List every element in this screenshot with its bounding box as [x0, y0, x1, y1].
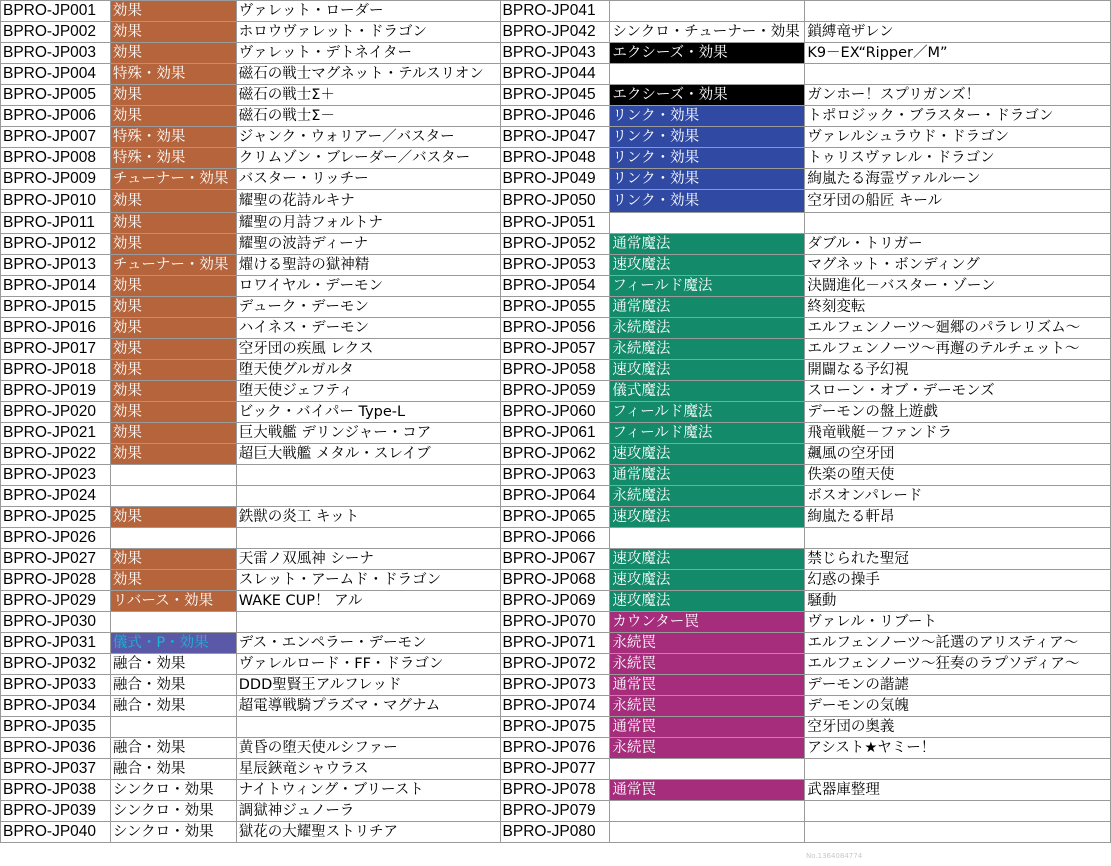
card-name-cell: ロワイヤル・デーモン — [236, 276, 500, 297]
card-type-cell — [610, 822, 805, 843]
card-name-cell: 空牙団の船匠 キール — [805, 190, 1111, 213]
card-type-cell: 効果 — [110, 318, 236, 339]
card-type-cell: 融合・効果 — [110, 654, 236, 675]
card-code-cell: BPRO-JP073 — [500, 675, 610, 696]
card-code-cell: BPRO-JP033 — [1, 675, 111, 696]
card-name-cell — [236, 612, 500, 633]
card-type-cell: 効果 — [110, 276, 236, 297]
card-type-cell: リンク・効果 — [610, 169, 805, 190]
card-name-cell: デーモンの気魄 — [805, 696, 1111, 717]
card-code-cell: BPRO-JP035 — [1, 717, 111, 738]
card-name-cell: バスター・リッチー — [236, 169, 500, 190]
card-code-cell: BPRO-JP068 — [500, 570, 610, 591]
card-type-cell: シンクロ・チューナー・効果 — [610, 22, 805, 43]
card-name-cell: ヴァレット・ローダー — [236, 1, 500, 22]
table-row — [1, 1, 1111, 22]
table-row — [1, 696, 1111, 717]
card-name-cell: ヴァレルロード・FF・ドラゴン — [236, 654, 500, 675]
card-type-cell: 通常魔法 — [610, 465, 805, 486]
card-code-cell: BPRO-JP013 — [1, 255, 111, 276]
table-row — [1, 465, 1111, 486]
table-row — [1, 675, 1111, 696]
card-code-cell: BPRO-JP026 — [1, 528, 111, 549]
card-code-cell: BPRO-JP075 — [500, 717, 610, 738]
card-type-cell: 通常魔法 — [610, 297, 805, 318]
card-code-cell: BPRO-JP055 — [500, 297, 610, 318]
card-code-cell: BPRO-JP048 — [500, 148, 610, 169]
card-name-cell: K9－EX“Ripper／M” — [805, 43, 1111, 64]
card-name-cell: 空牙団の疾風 レクス — [236, 339, 500, 360]
card-type-cell: 効果 — [110, 360, 236, 381]
card-code-cell: BPRO-JP057 — [500, 339, 610, 360]
card-name-cell: 騒動 — [805, 591, 1111, 612]
card-code-cell: BPRO-JP079 — [500, 801, 610, 822]
table-row — [1, 64, 1111, 85]
card-code-cell: BPRO-JP072 — [500, 654, 610, 675]
card-code-cell: BPRO-JP062 — [500, 444, 610, 465]
card-code-cell: BPRO-JP006 — [1, 106, 111, 127]
card-name-cell: 飆風の空牙団 — [805, 444, 1111, 465]
card-name-cell: 天雷ノ双風神 シーナ — [236, 549, 500, 570]
card-name-cell: 耀聖の月詩フォルトナ — [236, 213, 500, 234]
card-type-cell: 効果 — [110, 213, 236, 234]
card-name-cell: 磁石の戦士Σ＋ — [236, 85, 500, 106]
card-type-cell: フィールド魔法 — [610, 276, 805, 297]
card-name-cell: 絢嵐たる軒昂 — [805, 507, 1111, 528]
card-code-cell: BPRO-JP011 — [1, 213, 111, 234]
card-code-cell: BPRO-JP053 — [500, 255, 610, 276]
card-type-cell: 永続魔法 — [610, 486, 805, 507]
card-name-cell: ダブル・トリガー — [805, 234, 1111, 255]
card-code-cell: BPRO-JP030 — [1, 612, 111, 633]
card-code-cell: BPRO-JP042 — [500, 22, 610, 43]
card-name-cell: 武器庫整理 — [805, 780, 1111, 801]
card-name-cell: デス・エンペラー・デーモン — [236, 633, 500, 654]
card-code-cell: BPRO-JP003 — [1, 43, 111, 64]
table-row — [1, 127, 1111, 148]
card-code-cell: BPRO-JP065 — [500, 507, 610, 528]
card-name-cell: 終刻変転 — [805, 297, 1111, 318]
card-type-cell: カウンター罠 — [610, 612, 805, 633]
card-name-cell: 禁じられた聖冠 — [805, 549, 1111, 570]
table-row — [1, 570, 1111, 591]
card-name-cell: スローン・オブ・デーモンズ — [805, 381, 1111, 402]
card-name-cell — [805, 528, 1111, 549]
table-row — [1, 106, 1111, 127]
table-row — [1, 717, 1111, 738]
card-name-cell — [236, 486, 500, 507]
card-name-cell — [805, 64, 1111, 85]
card-type-cell: フィールド魔法 — [610, 423, 805, 444]
table-row — [1, 507, 1111, 528]
card-name-cell: 磁石の戦士マグネット・テルスリオン — [236, 64, 500, 85]
table-row — [1, 85, 1111, 106]
card-name-cell: エルフェンノーツ～再邂のテルチェット～ — [805, 339, 1111, 360]
card-code-cell: BPRO-JP056 — [500, 318, 610, 339]
card-type-cell: 特殊・効果 — [110, 127, 236, 148]
card-code-cell: BPRO-JP045 — [500, 85, 610, 106]
card-name-cell: 鎖縛竜ザレン — [805, 22, 1111, 43]
card-type-cell: 融合・効果 — [110, 738, 236, 759]
card-code-cell: BPRO-JP043 — [500, 43, 610, 64]
card-code-cell: BPRO-JP052 — [500, 234, 610, 255]
table-row — [1, 213, 1111, 234]
table-row — [1, 801, 1111, 822]
card-type-cell: 速攻魔法 — [610, 591, 805, 612]
card-code-cell: BPRO-JP022 — [1, 444, 111, 465]
card-name-cell: 開闢なる予幻視 — [805, 360, 1111, 381]
card-code-cell: BPRO-JP020 — [1, 402, 111, 423]
card-code-cell: BPRO-JP009 — [1, 169, 111, 190]
card-name-cell: 絢嵐たる海霊ヴァルルーン — [805, 169, 1111, 190]
card-type-cell: エクシーズ・効果 — [610, 85, 805, 106]
table-row — [1, 591, 1111, 612]
card-code-cell: BPRO-JP031 — [1, 633, 111, 654]
card-type-cell: 永続罠 — [610, 738, 805, 759]
card-code-cell: BPRO-JP044 — [500, 64, 610, 85]
card-name-cell: ガンホー！スプリガンズ！ — [805, 85, 1111, 106]
card-name-cell: 鉄獣の炎工 キット — [236, 507, 500, 528]
card-name-cell: 磁石の戦士Σ－ — [236, 106, 500, 127]
card-name-cell: ハイネス・デーモン — [236, 318, 500, 339]
card-type-cell — [610, 759, 805, 780]
card-type-cell: リバース・効果 — [110, 591, 236, 612]
card-type-cell: 効果 — [110, 190, 236, 213]
card-name-cell: エルフェンノーツ～託選のアリスティア～ — [805, 633, 1111, 654]
table-row — [1, 22, 1111, 43]
card-code-cell: BPRO-JP037 — [1, 759, 111, 780]
card-type-cell — [110, 528, 236, 549]
card-type-cell — [610, 64, 805, 85]
card-type-cell: 永続罠 — [610, 696, 805, 717]
card-code-cell: BPRO-JP028 — [1, 570, 111, 591]
table-row — [1, 297, 1111, 318]
card-type-cell: 融合・効果 — [110, 759, 236, 780]
card-name-cell: WAKE CUP！ アル — [236, 591, 500, 612]
card-type-cell: 融合・効果 — [110, 696, 236, 717]
card-name-cell: 耀聖の波詩ディーナ — [236, 234, 500, 255]
card-code-cell: BPRO-JP036 — [1, 738, 111, 759]
table-row — [1, 738, 1111, 759]
card-code-cell: BPRO-JP008 — [1, 148, 111, 169]
card-code-cell: BPRO-JP017 — [1, 339, 111, 360]
card-name-cell — [805, 822, 1111, 843]
table-row — [1, 190, 1111, 213]
table-row — [1, 654, 1111, 675]
card-type-cell: 通常罠 — [610, 675, 805, 696]
table-row — [1, 612, 1111, 633]
card-name-cell: 幻惑の操手 — [805, 570, 1111, 591]
card-type-cell: 速攻魔法 — [610, 570, 805, 591]
card-type-cell: 効果 — [110, 444, 236, 465]
card-name-cell: ヴァレルシュラウド・ドラゴン — [805, 127, 1111, 148]
card-code-cell: BPRO-JP012 — [1, 234, 111, 255]
card-type-cell: 永続罠 — [610, 654, 805, 675]
card-type-cell: 効果 — [110, 234, 236, 255]
card-name-cell — [236, 528, 500, 549]
card-name-cell — [805, 1, 1111, 22]
table-row — [1, 360, 1111, 381]
card-type-cell: 効果 — [110, 85, 236, 106]
card-name-cell: ホロウヴァレット・ドラゴン — [236, 22, 500, 43]
card-type-cell — [110, 612, 236, 633]
card-name-cell: 決闘進化－バスター・ゾーン — [805, 276, 1111, 297]
table-row — [1, 318, 1111, 339]
card-type-cell: 効果 — [110, 549, 236, 570]
card-code-cell: BPRO-JP034 — [1, 696, 111, 717]
card-name-cell: ジャンク・ウォリアー／バスター — [236, 127, 500, 148]
card-name-cell: デューク・デーモン — [236, 297, 500, 318]
card-name-cell: 堕天使グルガルタ — [236, 360, 500, 381]
card-code-cell: BPRO-JP032 — [1, 654, 111, 675]
card-type-cell: 効果 — [110, 1, 236, 22]
card-code-cell: BPRO-JP029 — [1, 591, 111, 612]
card-type-cell: リンク・効果 — [610, 148, 805, 169]
card-code-cell: BPRO-JP004 — [1, 64, 111, 85]
card-type-cell: 特殊・効果 — [110, 64, 236, 85]
card-type-cell — [110, 717, 236, 738]
table-row — [1, 234, 1111, 255]
card-name-cell: 耀聖の花詩ルキナ — [236, 190, 500, 213]
card-name-cell: スレット・アームド・ドラゴン — [236, 570, 500, 591]
card-type-cell: 効果 — [110, 570, 236, 591]
card-code-cell: BPRO-JP071 — [500, 633, 610, 654]
card-code-cell: BPRO-JP018 — [1, 360, 111, 381]
card-code-cell: BPRO-JP054 — [500, 276, 610, 297]
card-type-cell: 効果 — [110, 297, 236, 318]
card-type-cell: シンクロ・効果 — [110, 780, 236, 801]
card-code-cell: BPRO-JP021 — [1, 423, 111, 444]
card-code-cell: BPRO-JP007 — [1, 127, 111, 148]
card-type-cell: 通常罠 — [610, 780, 805, 801]
card-code-cell: BPRO-JP014 — [1, 276, 111, 297]
card-code-cell: BPRO-JP051 — [500, 213, 610, 234]
card-type-cell: 速攻魔法 — [610, 444, 805, 465]
card-type-cell — [110, 465, 236, 486]
card-type-cell: 永続魔法 — [610, 318, 805, 339]
card-name-cell: 獄花の大耀聖ストリチア — [236, 822, 500, 843]
card-code-cell: BPRO-JP078 — [500, 780, 610, 801]
card-type-cell: チューナー・効果 — [110, 255, 236, 276]
table-row — [1, 780, 1111, 801]
table-row — [1, 276, 1111, 297]
card-code-cell: BPRO-JP015 — [1, 297, 111, 318]
card-code-cell: BPRO-JP060 — [500, 402, 610, 423]
card-name-cell: マグネット・ボンディング — [805, 255, 1111, 276]
card-type-cell: 儀式・P・効果 — [110, 633, 236, 654]
table-row — [1, 549, 1111, 570]
card-code-cell: BPRO-JP040 — [1, 822, 111, 843]
card-type-cell: 儀式魔法 — [610, 381, 805, 402]
card-name-cell: トポロジック・ブラスター・ドラゴン — [805, 106, 1111, 127]
card-code-cell: BPRO-JP058 — [500, 360, 610, 381]
card-type-cell — [610, 528, 805, 549]
card-code-cell: BPRO-JP070 — [500, 612, 610, 633]
card-name-cell: デーモンの諧謔 — [805, 675, 1111, 696]
card-name-cell: エルフェンノーツ～廻郷のパラレリズム～ — [805, 318, 1111, 339]
card-type-cell — [610, 1, 805, 22]
card-name-cell: ヴァレット・デトネイター — [236, 43, 500, 64]
card-type-cell: 融合・効果 — [110, 675, 236, 696]
table-row — [1, 423, 1111, 444]
card-type-cell: 通常魔法 — [610, 234, 805, 255]
card-name-cell: 超巨大戦艦 メタル・スレイブ — [236, 444, 500, 465]
card-type-cell: 効果 — [110, 423, 236, 444]
card-name-cell — [236, 465, 500, 486]
card-code-cell: BPRO-JP046 — [500, 106, 610, 127]
card-name-cell: DDD聖賢王アルフレッド — [236, 675, 500, 696]
card-code-cell: BPRO-JP067 — [500, 549, 610, 570]
card-name-cell — [805, 801, 1111, 822]
card-name-cell: アシスト★ヤミー！ — [805, 738, 1111, 759]
card-name-cell: 黄昏の堕天使ルシファー — [236, 738, 500, 759]
card-name-cell: 星辰鋏竜シャウラス — [236, 759, 500, 780]
card-code-cell: BPRO-JP038 — [1, 780, 111, 801]
table-row — [1, 633, 1111, 654]
card-code-cell: BPRO-JP074 — [500, 696, 610, 717]
card-code-cell: BPRO-JP016 — [1, 318, 111, 339]
card-code-cell: BPRO-JP027 — [1, 549, 111, 570]
card-type-cell: チューナー・効果 — [110, 169, 236, 190]
card-code-cell: BPRO-JP039 — [1, 801, 111, 822]
table-row — [1, 444, 1111, 465]
card-type-cell: エクシーズ・効果 — [610, 43, 805, 64]
card-type-cell: 効果 — [110, 507, 236, 528]
card-code-cell: BPRO-JP069 — [500, 591, 610, 612]
table-row — [1, 528, 1111, 549]
card-code-cell: BPRO-JP019 — [1, 381, 111, 402]
card-code-cell: BPRO-JP077 — [500, 759, 610, 780]
table-row — [1, 43, 1111, 64]
card-type-cell: 永続魔法 — [610, 339, 805, 360]
card-type-cell: 効果 — [110, 22, 236, 43]
card-name-cell: ヴァレル・リブート — [805, 612, 1111, 633]
card-type-cell: リンク・効果 — [610, 190, 805, 213]
table-row — [1, 381, 1111, 402]
card-code-cell: BPRO-JP050 — [500, 190, 610, 213]
table-row — [1, 402, 1111, 423]
card-type-cell: 特殊・効果 — [110, 148, 236, 169]
card-type-cell: 効果 — [110, 106, 236, 127]
card-name-cell: ボスオンパレード — [805, 486, 1111, 507]
card-type-cell: リンク・効果 — [610, 106, 805, 127]
card-code-cell: BPRO-JP059 — [500, 381, 610, 402]
table-row — [1, 486, 1111, 507]
card-type-cell — [610, 801, 805, 822]
card-type-cell: 効果 — [110, 402, 236, 423]
card-type-cell: 速攻魔法 — [610, 255, 805, 276]
table-row — [1, 255, 1111, 276]
card-type-cell — [110, 486, 236, 507]
card-type-cell: 速攻魔法 — [610, 360, 805, 381]
card-type-cell: 速攻魔法 — [610, 549, 805, 570]
card-code-cell: BPRO-JP064 — [500, 486, 610, 507]
table-row — [1, 339, 1111, 360]
card-type-cell: シンクロ・効果 — [110, 801, 236, 822]
card-code-cell: BPRO-JP047 — [500, 127, 610, 148]
card-code-cell: BPRO-JP010 — [1, 190, 111, 213]
card-name-cell: 飛竜戦艇－ファンドラ — [805, 423, 1111, 444]
card-name-cell: クリムゾン・ブレーダー／バスター — [236, 148, 500, 169]
card-name-cell: デーモンの盤上遊戯 — [805, 402, 1111, 423]
card-code-cell: BPRO-JP049 — [500, 169, 610, 190]
card-name-cell: 燿ける聖詩の獄神精 — [236, 255, 500, 276]
card-code-cell: BPRO-JP066 — [500, 528, 610, 549]
card-type-cell: リンク・効果 — [610, 127, 805, 148]
card-list-body — [1, 1, 1111, 843]
card-name-cell — [805, 759, 1111, 780]
table-row — [1, 759, 1111, 780]
card-name-cell: 佚楽の堕天使 — [805, 465, 1111, 486]
card-name-cell: ビック・バイパー Type-L — [236, 402, 500, 423]
table-row — [1, 822, 1111, 843]
card-name-cell: 巨大戦艦 デリンジャー・コア — [236, 423, 500, 444]
card-type-cell — [610, 213, 805, 234]
table-row — [1, 169, 1111, 190]
card-code-cell: BPRO-JP041 — [500, 1, 610, 22]
card-type-cell: シンクロ・効果 — [110, 822, 236, 843]
card-type-cell: 通常罠 — [610, 717, 805, 738]
card-name-cell: トゥリスヴァレル・ドラゴン — [805, 148, 1111, 169]
card-type-cell: フィールド魔法 — [610, 402, 805, 423]
card-code-cell: BPRO-JP005 — [1, 85, 111, 106]
card-type-cell: 永続罠 — [610, 633, 805, 654]
card-code-cell: BPRO-JP024 — [1, 486, 111, 507]
table-row — [1, 148, 1111, 169]
card-code-cell: BPRO-JP023 — [1, 465, 111, 486]
card-type-cell: 効果 — [110, 381, 236, 402]
card-name-cell — [805, 213, 1111, 234]
card-name-cell: 空牙団の奥義 — [805, 717, 1111, 738]
card-name-cell: 堕天使ジェフティ — [236, 381, 500, 402]
card-name-cell: エルフェンノーツ～狂奏のラプソディア～ — [805, 654, 1111, 675]
card-name-cell — [236, 717, 500, 738]
card-code-cell: BPRO-JP061 — [500, 423, 610, 444]
card-code-cell: BPRO-JP001 — [1, 1, 111, 22]
card-name-cell: 調獄神ジュノーラ — [236, 801, 500, 822]
watermark-text: No.1364084774 — [806, 852, 863, 860]
card-code-cell: BPRO-JP076 — [500, 738, 610, 759]
card-type-cell: 速攻魔法 — [610, 507, 805, 528]
card-code-cell: BPRO-JP002 — [1, 22, 111, 43]
card-name-cell: ナイトウィング・ブリースト — [236, 780, 500, 801]
card-code-cell: BPRO-JP025 — [1, 507, 111, 528]
card-type-cell: 効果 — [110, 339, 236, 360]
card-type-cell: 効果 — [110, 43, 236, 64]
card-name-cell: 超電導戦騎プラズマ・マグナム — [236, 696, 500, 717]
card-code-cell: BPRO-JP080 — [500, 822, 610, 843]
card-code-cell: BPRO-JP063 — [500, 465, 610, 486]
